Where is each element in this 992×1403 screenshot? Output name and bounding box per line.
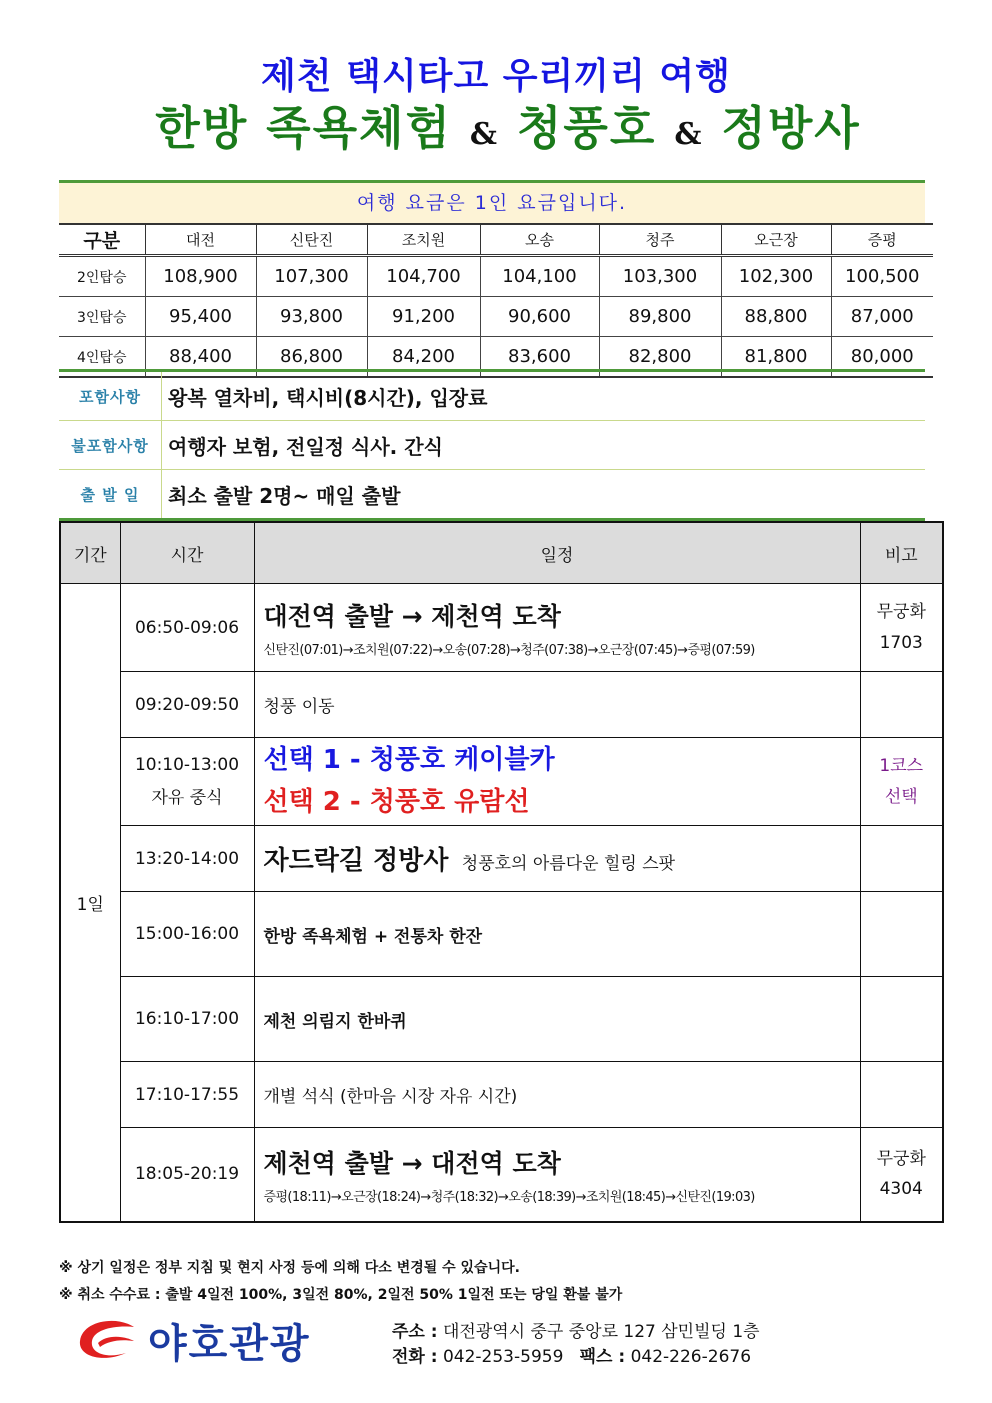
info-row-excluded xyxy=(59,421,925,470)
footnote-schedule: ※ 상기 일정은 정부 지침 및 현지 사정 등에 의해 다소 변경될 수 있습니다. xyxy=(59,1260,520,1276)
schedule-row xyxy=(60,977,943,1062)
plan-title: 제천역 출발 → 대전역 도착 xyxy=(263,1148,561,1178)
note-cell xyxy=(860,892,943,977)
phone-value: 042-253-5959 xyxy=(442,1347,564,1367)
included-label: 포함사항 xyxy=(59,372,162,420)
fare-cell: 95,400 xyxy=(145,297,256,337)
info-row-included xyxy=(59,372,925,421)
fare-cell: 81,800 xyxy=(721,337,831,378)
note-cell xyxy=(860,584,943,672)
plan-cell xyxy=(254,826,860,892)
course-note: 1코스 xyxy=(879,755,924,776)
period-header: 기간 xyxy=(60,522,120,584)
fax-label: 팩스 : xyxy=(579,1347,626,1367)
fare-cell: 4인탑승 xyxy=(59,337,145,378)
time-range: 10:10-13:00 xyxy=(134,755,240,776)
company-logo xyxy=(76,1312,311,1369)
fare-cell: 84,200 xyxy=(367,337,480,378)
fare-cell: 103,300 xyxy=(599,256,721,297)
time-cell xyxy=(120,738,254,826)
fare-cell: 88,400 xyxy=(145,337,256,378)
train-number: 1703 xyxy=(879,632,923,653)
fare-cell: 107,300 xyxy=(256,256,367,297)
note-cell xyxy=(860,738,943,826)
footnotes xyxy=(59,1255,622,1309)
info-row-departure xyxy=(59,470,925,518)
fare-cell: 90,600 xyxy=(480,297,599,337)
phone-line xyxy=(392,1345,760,1370)
schedule-header-row xyxy=(60,522,943,584)
train-type: 무궁화 xyxy=(876,601,926,622)
fare-cell: 3인탑승 xyxy=(59,297,145,337)
plan-header: 일정 xyxy=(254,522,860,584)
day-cell: 1일 xyxy=(60,584,120,1222)
fare-header: 증평 xyxy=(831,224,933,256)
fare-cell: 102,300 xyxy=(721,256,831,297)
train-type: 무궁화 xyxy=(876,1148,926,1169)
fare-cell: 80,000 xyxy=(831,337,933,378)
fare-header: 신탄진 xyxy=(256,224,367,256)
contact-info xyxy=(392,1320,760,1370)
fare-cell: 104,700 xyxy=(367,256,480,297)
fax-value: 042-226-2676 xyxy=(630,1347,752,1367)
plan-cell: 한방 족욕체험 + 전통차 한잔 xyxy=(254,892,860,977)
fare-cell: 89,800 xyxy=(599,297,721,337)
fare-header: 오송 xyxy=(480,224,599,256)
fare-header-row xyxy=(59,224,933,256)
fare-cell: 100,500 xyxy=(831,256,933,297)
note-cell xyxy=(860,672,943,738)
schedule-row xyxy=(60,826,943,892)
train-stops: 신탄진(07:01)→조치원(07:22)→오송(07:28)→청주(07:38)→오근장(07:45)→증평(07:59) xyxy=(263,643,755,658)
time-cell: 16:10-17:00 xyxy=(120,977,254,1062)
schedule-row xyxy=(60,584,943,672)
departure-value: 최소 출발 2명~ 매일 출발 xyxy=(168,483,401,508)
note-cell xyxy=(860,1128,943,1222)
phone-label: 전화 : xyxy=(392,1347,438,1367)
fare-header: 대전 xyxy=(145,224,256,256)
plan-title: 대전역 출발 → 제천역 도착 xyxy=(263,602,561,631)
footnote-cancellation: ※ 취소 수수료 : 출발 4일전 100%, 3일전 80%, 2일전 50% 1일전 또는 당일 환불 불가 xyxy=(59,1287,623,1303)
time-cell: 15:00-16:00 xyxy=(120,892,254,977)
fare-row xyxy=(59,297,933,337)
time-header: 시간 xyxy=(120,522,254,584)
schedule-row xyxy=(60,672,943,738)
subtitle-part-2: 청풍호 xyxy=(517,101,657,155)
info-table xyxy=(59,369,925,521)
address-label: 주소 : xyxy=(392,1322,438,1342)
plan-subtitle: 청풍호의 아름다운 힐링 스팟 xyxy=(461,854,676,874)
address-value: 대전광역시 중구 중앙로 127 삼민빌딩 1층 xyxy=(442,1322,760,1342)
time-cell: 17:10-17:55 xyxy=(120,1062,254,1128)
page-title: 제천 택시타고 우리끼리 여행 xyxy=(261,56,731,97)
plan-cell: 개별 석식 (한마음 시장 자유 시간) xyxy=(254,1062,860,1128)
note-cell xyxy=(860,826,943,892)
plan-cell: 제천 의림지 한바퀴 xyxy=(254,977,860,1062)
schedule-row xyxy=(60,892,943,977)
subtitle-part-1: 한방 족욕체험 xyxy=(155,101,452,155)
fare-cell: 104,100 xyxy=(480,256,599,297)
company-name: 야호관광 xyxy=(148,1321,311,1367)
page-subtitle xyxy=(0,92,992,158)
subtitle-part-3: 정방사 xyxy=(721,101,861,155)
select-note: 선택 xyxy=(884,786,918,807)
plan-title: 자드락길 정방사 xyxy=(263,846,449,876)
fare-cell: 88,800 xyxy=(721,297,831,337)
plan-cell xyxy=(254,584,860,672)
ampersand-1: & xyxy=(469,117,499,152)
schedule-row xyxy=(60,1062,943,1128)
train-number: 4304 xyxy=(879,1179,923,1200)
fare-header: 청주 xyxy=(599,224,721,256)
time-cell: 13:20-14:00 xyxy=(120,826,254,892)
schedule-table xyxy=(59,521,944,1223)
departure-label: 출 발 일 xyxy=(59,470,162,518)
fare-header: 조치원 xyxy=(367,224,480,256)
plan-cell xyxy=(254,1128,860,1222)
fare-cell: 83,600 xyxy=(480,337,599,378)
fare-row xyxy=(59,256,933,297)
option-2: 선택 2 - 청풍호 유람선 xyxy=(263,786,530,817)
fare-cell: 87,000 xyxy=(831,297,933,337)
fare-cell: 86,800 xyxy=(256,337,367,378)
ampersand-2: & xyxy=(674,117,704,152)
fare-header: 오근장 xyxy=(721,224,831,256)
option-1: 선택 1 - 청풍호 케이블카 xyxy=(263,744,555,775)
note-cell xyxy=(860,977,943,1062)
train-stops: 증평(18:11)→오근장(18:24)→청주(18:32)→오송(18:39)→조치원(18:45)→신탄진(19:03) xyxy=(263,1189,755,1205)
fare-cell: 82,800 xyxy=(599,337,721,378)
fare-banner: 여행 요금은 1인 요금입니다. xyxy=(59,180,925,223)
note-cell xyxy=(860,1062,943,1128)
fare-cell: 93,800 xyxy=(256,297,367,337)
fare-header: 구분 xyxy=(59,224,145,256)
time-cell: 06:50-09:06 xyxy=(120,584,254,672)
plan-cell: 청풍 이동 xyxy=(254,672,860,738)
fare-cell: 108,900 xyxy=(145,256,256,297)
excluded-value: 여행자 보험, 전일정 식사. 간식 xyxy=(168,434,443,459)
note-header: 비고 xyxy=(860,522,943,584)
plan-cell xyxy=(254,738,860,826)
included-value: 왕복 열차비, 택시비(8시간), 입장료 xyxy=(168,385,488,410)
excluded-label: 불포함사항 xyxy=(59,421,162,469)
fare-cell: 2인탑승 xyxy=(59,256,145,297)
fare-table xyxy=(59,180,925,378)
fare-cell: 91,200 xyxy=(367,297,480,337)
time-cell: 18:05-20:19 xyxy=(120,1128,254,1222)
time-cell: 09:20-09:50 xyxy=(120,672,254,738)
logo-swoosh-icon xyxy=(76,1317,140,1365)
schedule-row xyxy=(60,1128,943,1222)
free-lunch: 자유 중식 xyxy=(151,787,223,808)
address-line xyxy=(392,1320,760,1345)
schedule-row xyxy=(60,738,943,826)
